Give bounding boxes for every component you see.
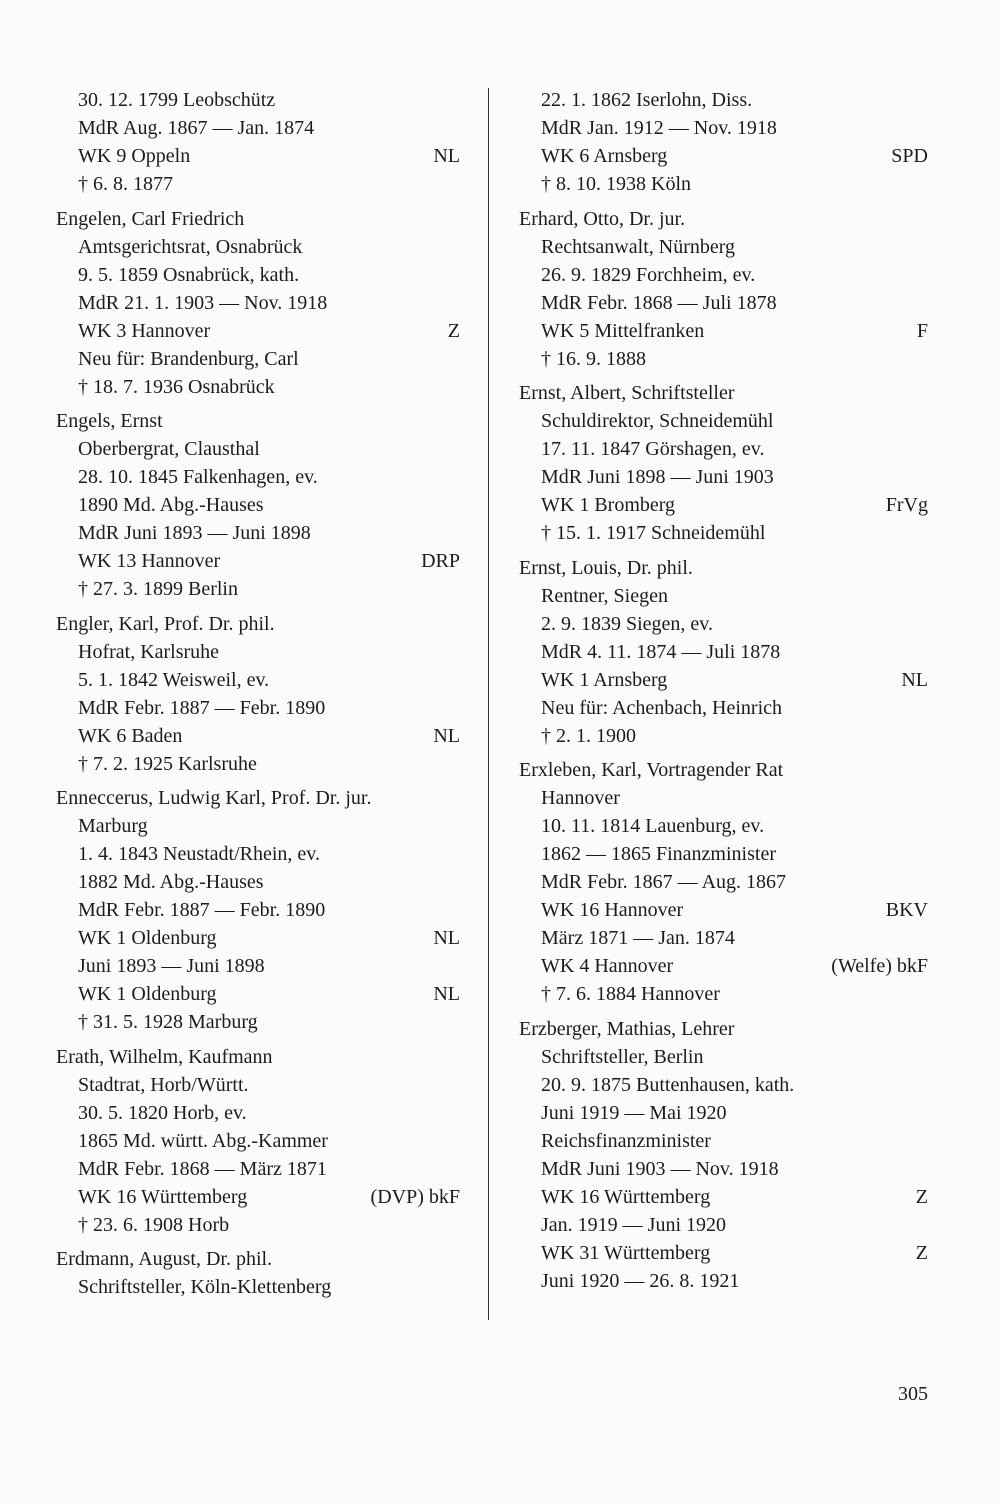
line-text: Engler, Karl, Prof. Dr. phil.: [56, 612, 275, 635]
entry-name: [56, 205, 460, 233]
line-text: Ernst, Albert, Schriftsteller: [519, 382, 735, 404]
entry-line: [519, 868, 928, 896]
line-text: 30. 12. 1799 Leobschütz: [78, 89, 276, 111]
line-text: Juni 1920 — 26. 8. 1921: [541, 1269, 740, 1292]
line-text: Neu für: Brandenburg, Carl: [78, 347, 299, 370]
party-label: F: [916, 319, 928, 342]
entry-line: [56, 1099, 460, 1127]
line-text: 1862 — 1865 Finanzminister: [541, 843, 776, 865]
line-text: WK 1 Oldenburg: [78, 927, 217, 949]
entry-line: [519, 491, 928, 519]
entry-name: [56, 784, 460, 812]
entry: [56, 1245, 460, 1301]
line-text: MdR Febr. 1887 — Febr. 1890: [78, 899, 326, 921]
line-text: Ernst, Louis, Dr. phil.: [519, 556, 693, 579]
line-text: 17. 11. 1847 Görshagen, ev.: [541, 438, 765, 460]
entry-line: [519, 170, 928, 198]
entry-name: [56, 1043, 460, 1071]
line-text: WK 6 Arnsberg: [541, 145, 668, 167]
entry-line: [519, 114, 928, 142]
entry: [56, 205, 460, 401]
entry: [56, 407, 460, 603]
line-text: Enneccerus, Ludwig Karl, Prof. Dr. jur.: [56, 787, 372, 809]
entry-line: [519, 784, 928, 812]
entry-name: [519, 379, 928, 407]
entry-line: [519, 666, 928, 694]
line-text: 30. 5. 1820 Horb, ev.: [78, 1101, 247, 1124]
line-text: Schriftsteller, Köln-Klettenberg: [78, 1276, 332, 1298]
line-text: 5. 1. 1842 Weisweil, ev.: [78, 668, 270, 691]
line-text: MdR Juni 1898 — Juni 1903: [541, 466, 774, 488]
party-label: NL: [433, 983, 460, 1005]
line-text: 22. 1. 1862 Iserlohn, Diss.: [541, 89, 753, 111]
entry: [56, 1043, 460, 1239]
entry-line: [519, 289, 928, 317]
line-text: 26. 9. 1829 Forchheim, ev.: [541, 263, 756, 286]
entry-line: [56, 547, 460, 575]
line-text: WK 31 Württemberg: [541, 1241, 711, 1264]
entry-line: [519, 463, 928, 491]
line-text: WK 6 Baden: [78, 724, 183, 747]
line-text: Juni 1893 — Juni 1898: [78, 955, 265, 977]
line-text: Juni 1919 — Mai 1920: [541, 1101, 727, 1124]
entry-line: [56, 694, 460, 722]
line-text: † 27. 3. 1899 Berlin: [78, 578, 238, 600]
line-text: WK 16 Württemberg: [541, 1185, 711, 1208]
line-text: WK 5 Mittelfranken: [541, 319, 705, 342]
line-text: † 16. 9. 1888: [541, 347, 646, 370]
line-text: MdR Febr. 1868 — Juli 1878: [541, 291, 777, 314]
party-label: Z: [915, 1185, 928, 1208]
entry-name: [519, 205, 928, 233]
entry-line: [56, 1183, 460, 1211]
entry-line: [519, 142, 928, 170]
line-text: 28. 10. 1845 Falkenhagen, ev.: [78, 466, 318, 488]
entry-line: [519, 694, 928, 722]
line-text: Erzberger, Mathias, Lehrer: [519, 1017, 735, 1040]
line-text: MdR 4. 11. 1874 — Juli 1878: [541, 640, 781, 663]
party-label: BKV: [885, 899, 928, 921]
entry: [56, 610, 460, 778]
entry: [519, 205, 928, 373]
entry-line: [519, 1043, 928, 1071]
line-text: † 23. 6. 1908 Horb: [78, 1213, 230, 1236]
party-label: Z: [915, 1241, 928, 1264]
entry-line: [56, 924, 460, 952]
entry-line: [519, 582, 928, 610]
entry-line: [56, 317, 460, 345]
line-text: MdR Jan. 1912 — Nov. 1918: [541, 117, 777, 139]
entry-line: [519, 980, 928, 1008]
line-text: WK 16 Hannover: [541, 899, 684, 921]
entry-name: [519, 1015, 928, 1043]
entry: [519, 379, 928, 547]
line-text: † 18. 7. 1936 Osnabrück: [78, 375, 275, 398]
line-text: WK 16 Württemberg: [78, 1185, 248, 1208]
entry-name: [56, 407, 460, 435]
entry-line: [519, 924, 928, 952]
entry: [519, 554, 928, 750]
line-text: Jan. 1919 — Juni 1920: [541, 1213, 726, 1236]
entry-line: [56, 289, 460, 317]
entry-line: [56, 170, 460, 198]
entry-line: [56, 868, 460, 896]
entry-line: [519, 261, 928, 289]
line-text: 1890 Md. Abg.-Hauses: [78, 494, 264, 516]
line-text: WK 1 Arnsberg: [541, 668, 668, 691]
entry-line: [519, 86, 928, 114]
entry-line: [56, 1155, 460, 1183]
line-text: Engelen, Carl Friedrich: [56, 207, 245, 230]
entry-line: [519, 1211, 928, 1239]
entry-line: [519, 519, 928, 547]
entry-line: [519, 722, 928, 750]
page-number: 305: [898, 1383, 928, 1405]
line-text: Erath, Wilhelm, Kaufmann: [56, 1045, 273, 1068]
entry-line: [519, 1099, 928, 1127]
line-text: † 7. 6. 1884 Hannover: [541, 983, 720, 1005]
line-text: Schuldirektor, Schneidemühl: [541, 410, 774, 432]
line-text: WK 13 Hannover: [78, 550, 221, 572]
line-text: MdR Febr. 1887 — Febr. 1890: [78, 696, 326, 719]
line-text: † 31. 5. 1928 Marburg: [78, 1011, 258, 1033]
entry-line: [56, 233, 460, 261]
entry-line: [519, 1183, 928, 1211]
line-text: MdR Febr. 1867 — Aug. 1867: [541, 871, 787, 893]
entry-line: [56, 114, 460, 142]
entry-line: [56, 1211, 460, 1239]
line-text: 20. 9. 1875 Buttenhausen, kath.: [541, 1073, 795, 1096]
line-text: † 7. 2. 1925 Karlsruhe: [78, 752, 257, 775]
entry: [519, 1015, 928, 1295]
entry-line: [56, 812, 460, 840]
entry: [56, 86, 460, 198]
line-text: † 15. 1. 1917 Schneidemühl: [541, 522, 766, 544]
line-text: Oberbergrat, Clausthal: [78, 438, 260, 460]
line-text: 1882 Md. Abg.-Hauses: [78, 871, 264, 893]
entry-name: [56, 610, 460, 638]
entry-line: [56, 750, 460, 778]
entry-name: [519, 756, 928, 784]
line-text: 1865 Md. württ. Abg.-Kammer: [78, 1129, 328, 1152]
entry-line: [519, 233, 928, 261]
line-text: WK 1 Bromberg: [541, 494, 676, 516]
entry-line: [56, 491, 460, 519]
entry-line: [519, 812, 928, 840]
entry-line: [56, 1273, 460, 1301]
line-text: Reichsfinanzminister: [541, 1129, 711, 1152]
entry-line: [56, 638, 460, 666]
left-column: [56, 86, 460, 1308]
entry: [519, 756, 928, 1008]
party-label: DRP: [421, 550, 460, 572]
entry: [519, 86, 928, 198]
entry-line: [56, 666, 460, 694]
line-text: MdR Juni 1893 — Juni 1898: [78, 522, 311, 544]
column-divider: [488, 88, 489, 1320]
party-label: NL: [433, 724, 460, 747]
line-text: Rentner, Siegen: [541, 584, 668, 607]
entry-line: [56, 435, 460, 463]
line-text: WK 3 Hannover: [78, 319, 211, 342]
party-label: SPD: [891, 145, 928, 167]
entry-line: [56, 86, 460, 114]
entry-line: [56, 722, 460, 750]
entry-line: [519, 317, 928, 345]
line-text: † 2. 1. 1900: [541, 724, 636, 747]
line-text: Neu für: Achenbach, Heinrich: [541, 696, 783, 719]
party-label: (Welfe) bkF: [831, 955, 928, 977]
entry-line: [519, 952, 928, 980]
party-label: Z: [447, 319, 460, 342]
party-label: (DVP) bkF: [370, 1185, 460, 1208]
entry-line: [56, 1127, 460, 1155]
line-text: Erhard, Otto, Dr. jur.: [519, 207, 686, 230]
line-text: Schriftsteller, Berlin: [541, 1045, 704, 1068]
line-text: MdR Febr. 1868 — März 1871: [78, 1157, 327, 1180]
entry-line: [519, 840, 928, 868]
entry-line: [519, 896, 928, 924]
line-text: Erxleben, Karl, Vortragender Rat: [519, 759, 784, 781]
party-label: NL: [433, 145, 460, 167]
line-text: 10. 11. 1814 Lauenburg, ev.: [541, 815, 765, 837]
entry-line: [56, 840, 460, 868]
line-text: Hofrat, Karlsruhe: [78, 640, 220, 663]
entry-line: [519, 345, 928, 373]
line-text: 2. 9. 1839 Siegen, ev.: [541, 612, 714, 635]
entry-line: [56, 345, 460, 373]
line-text: WK 1 Oldenburg: [78, 983, 217, 1005]
entry-line: [56, 463, 460, 491]
party-label: NL: [433, 927, 460, 949]
entry-line: [519, 610, 928, 638]
line-text: Erdmann, August, Dr. phil.: [56, 1248, 273, 1270]
entry-line: [519, 638, 928, 666]
line-text: † 8. 10. 1938 Köln: [541, 173, 691, 195]
entry-line: [56, 373, 460, 401]
party-label: NL: [901, 668, 928, 691]
entry-line: [519, 407, 928, 435]
entry-line: [56, 261, 460, 289]
line-text: März 1871 — Jan. 1874: [541, 927, 735, 949]
line-text: Rechtsanwalt, Nürnberg: [541, 235, 736, 258]
line-text: Stadtrat, Horb/Württ.: [78, 1073, 249, 1096]
line-text: MdR 21. 1. 1903 — Nov. 1918: [78, 291, 328, 314]
entry: [56, 784, 460, 1036]
line-text: Amtsgerichtsrat, Osnabrück: [78, 235, 303, 258]
entry-line: [56, 1071, 460, 1099]
line-text: Marburg: [78, 815, 148, 837]
entry-line: [56, 896, 460, 924]
entry-line: [56, 575, 460, 603]
party-label: FrVg: [885, 494, 928, 516]
entry-line: [519, 1127, 928, 1155]
line-text: 1. 4. 1843 Neustadt/Rhein, ev.: [78, 843, 321, 865]
entry-name: [56, 1245, 460, 1273]
entry-line: [56, 952, 460, 980]
entry-line: [56, 519, 460, 547]
line-text: Engels, Ernst: [56, 410, 163, 432]
entry-line: [519, 1155, 928, 1183]
entry-line: [519, 1071, 928, 1099]
line-text: WK 4 Hannover: [541, 955, 674, 977]
line-text: MdR Juni 1903 — Nov. 1918: [541, 1157, 779, 1180]
right-column: [519, 86, 928, 1301]
line-text: WK 9 Oppeln: [78, 145, 191, 167]
line-text: 9. 5. 1859 Osnabrück, kath.: [78, 263, 300, 286]
entry-line: [519, 435, 928, 463]
line-text: † 6. 8. 1877: [78, 173, 173, 195]
entry-line: [56, 142, 460, 170]
entry-line: [56, 1008, 460, 1036]
entry-name: [519, 554, 928, 582]
entry-line: [56, 980, 460, 1008]
entry-line: [519, 1239, 928, 1267]
line-text: Hannover: [541, 787, 620, 809]
entry-line: [519, 1267, 928, 1295]
line-text: MdR Aug. 1867 — Jan. 1874: [78, 117, 315, 139]
